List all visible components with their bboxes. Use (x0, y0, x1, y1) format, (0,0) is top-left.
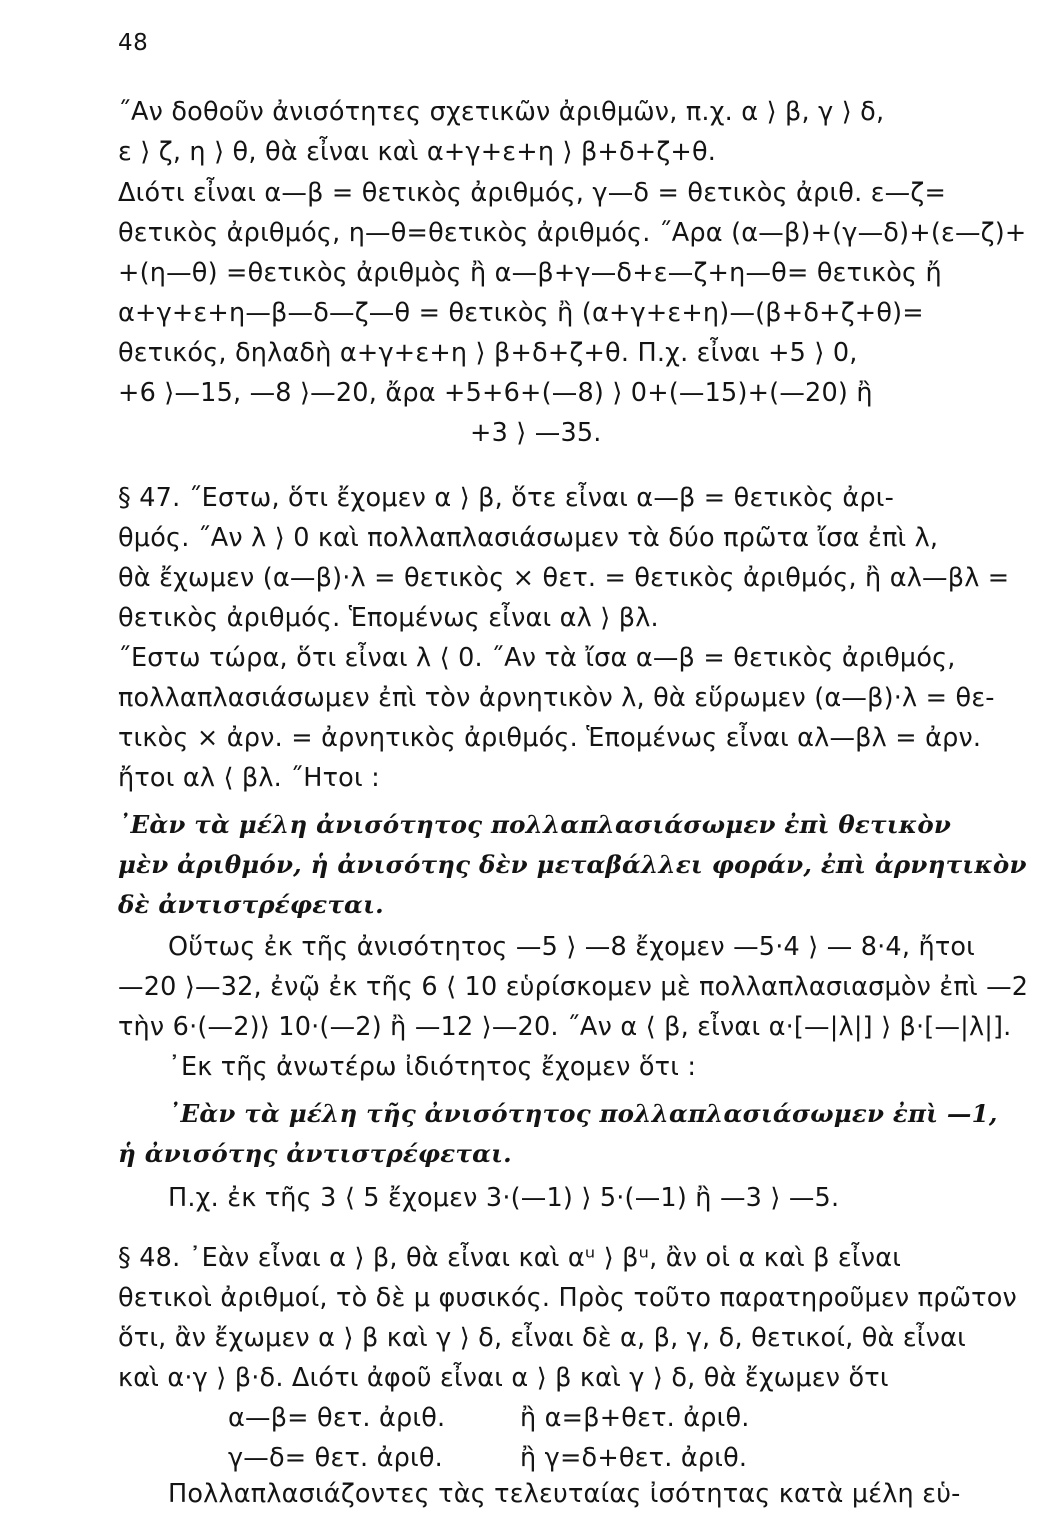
text-line: +3 ⟩ —35. (470, 418, 602, 448)
text-line: ὅτι, ἂν ἔχωμεν α ⟩ β καὶ γ ⟩ δ, εἶναι δὲ α, β, γ, δ, θετικοί, θὰ εἶναι (118, 1323, 966, 1353)
text-line: ἤτοι αλ ⟨ βλ. ˝Ητοι : (118, 763, 380, 793)
text-line: α+γ+ε+η—β—δ—ζ—θ = θετικὸς ἢ (α+γ+ε+η)—(β+δ+ζ+θ)= (118, 298, 924, 328)
equation-left: γ—δ= θετ. ἀριθ. (228, 1443, 443, 1473)
text-line: +6 ⟩—15, —8 ⟩—20, ἄρα +5+6+(—8) ⟩ 0+(—15)+(—20) ἢ (118, 378, 873, 408)
text-line: θετικός, δηλαδὴ α+γ+ε+η ⟩ β+δ+ζ+θ. Π.χ. εἶναι +5 ⟩ 0, (118, 338, 858, 368)
text-line: Διότι εἶναι α—β = θετικὸς ἀριθμός, γ—δ = θετικὸς ἀριθ. ε—ζ= (118, 178, 947, 208)
text-line: τικὸς × ἀρν. = ἀρνητικὸς ἀριθμός. Ἑπομένως εἶναι αλ—βλ = ἀρν. (118, 723, 982, 753)
equation-right: ἢ α=β+θετ. ἀριθ. (520, 1403, 750, 1433)
text-line: Π.χ. ἐκ τῆς 3 ⟨ 5 ἔχομεν 3·(—1) ⟩ 5·(—1) ἢ —3 ⟩ —5. (168, 1183, 840, 1213)
rule-statement-line: ἡ ἀνισότης ἀντιστρέφεται. (118, 1139, 512, 1168)
section-48-heading-line: § 48. ᾽Εὰν εἶναι α ⟩ β, θὰ εἶναι καὶ αᵘ ⟩ βᵘ, ἂν οἱ α καὶ β εἶναι (118, 1243, 902, 1273)
text-line: θμός. ˝Αν λ ⟩ 0 καὶ πολλαπλασιάσωμεν τὰ δύο πρῶτα ἴσα ἐπὶ λ, (118, 523, 939, 553)
equation-right: ἢ γ=δ+θετ. ἀριθ. (520, 1443, 748, 1473)
text-line: ˝Εστω τώρα, ὅτι εἶναι λ ⟨ 0. ˝Αν τὰ ἴσα α—β = θετικὸς ἀριθμός, (118, 643, 956, 673)
text-line: τὴν 6·(—2)⟩ 10·(—2) ἢ —12 ⟩—20. ˝Αν α ⟨ β, εἶναι α·[—|λ|] ⟩ β·[—|λ|]. (118, 1012, 1012, 1042)
text-line: καὶ α·γ ⟩ β·δ. Διότι ἀφοῦ εἶναι α ⟩ β καὶ γ ⟩ δ, θὰ ἔχωμεν ὅτι (118, 1363, 889, 1393)
text-line: —20 ⟩—32, ἐνῷ ἐκ τῆς 6 ⟨ 10 εὑρίσκομεν μὲ πολλαπλασιασμὸν ἐπὶ —2 (118, 972, 1029, 1002)
text-line: πολλαπλασιάσωμεν ἐπὶ τὸν ἀρνητικὸν λ, θὰ εὕρωμεν (α—β)·λ = θε- (118, 683, 995, 713)
rule-statement-line: ᾽Εὰν τὰ μέλη ἀνισότητος πολλαπλασιάσωμεν ἐπὶ θετικὸν (118, 810, 952, 839)
text-line: Οὕτως ἐκ τῆς ἀνισότητος —5 ⟩ —8 ἔχομεν —5·4 ⟩ — 8·4, ἤτοι (168, 932, 976, 962)
equation-left: α—β= θετ. ἀριθ. (228, 1403, 446, 1433)
text-line: θετικὸς ἀριθμός. Ἑπομένως εἶναι αλ ⟩ βλ. (118, 603, 659, 633)
section-47-heading-line: § 47. ˝Εστω, ὅτι ἔχομεν α ⟩ β, ὅτε εἶναι α—β = θετικὸς ἀρι- (118, 483, 894, 513)
text-line: θετικὸς ἀριθμός, η—θ=θετικὸς ἀριθμός. ˝Αρα (α—β)+(γ—δ)+(ε—ζ)+ (118, 218, 1027, 248)
text-line: Πολλαπλασιάζοντες τὰς τελευταίας ἰσότητας κατὰ μέλη εὑ- (168, 1479, 961, 1509)
text-line: θὰ ἔχωμεν (α—β)·λ = θετικὸς × θετ. = θετικὸς ἀριθμός, ἢ αλ—βλ = (118, 563, 1010, 593)
text-line: θετικοὶ ἀριθμοί, τὸ δὲ μ φυσικός. Πρὸς τοῦτο παρατηροῦμεν πρῶτον (118, 1283, 1017, 1313)
text-line: ˝Αν δοθοῦν ἀνισότητες σχετικῶν ἀριθμῶν, π.χ. α ⟩ β, γ ⟩ δ, (118, 97, 885, 127)
rule-statement-line: μὲν ἀριθμόν, ἡ ἀνισότης δὲν μεταβάλλει φοράν, ἐπὶ ἀρνητικὸν (118, 850, 1027, 879)
rule-statement-line: δὲ ἀντιστρέφεται. (118, 890, 384, 919)
page-number: 48 (118, 30, 149, 56)
rule-statement-line: ᾽Εὰν τὰ μέλη τῆς ἀνισότητος πολλαπλασιάσωμεν ἐπὶ —1, (168, 1099, 998, 1128)
text-line: ᾽Εκ τῆς ἀνωτέρω ἰδιότητος ἔχομεν ὅτι : (168, 1052, 697, 1082)
text-line: ε ⟩ ζ, η ⟩ θ, θὰ εἶναι καὶ α+γ+ε+η ⟩ β+δ+ζ+θ. (118, 137, 717, 167)
text-line: +(η—θ) =θετικὸς ἀριθμὸς ἢ α—β+γ—δ+ε—ζ+η—θ= θετικὸς ἤ (118, 258, 942, 288)
